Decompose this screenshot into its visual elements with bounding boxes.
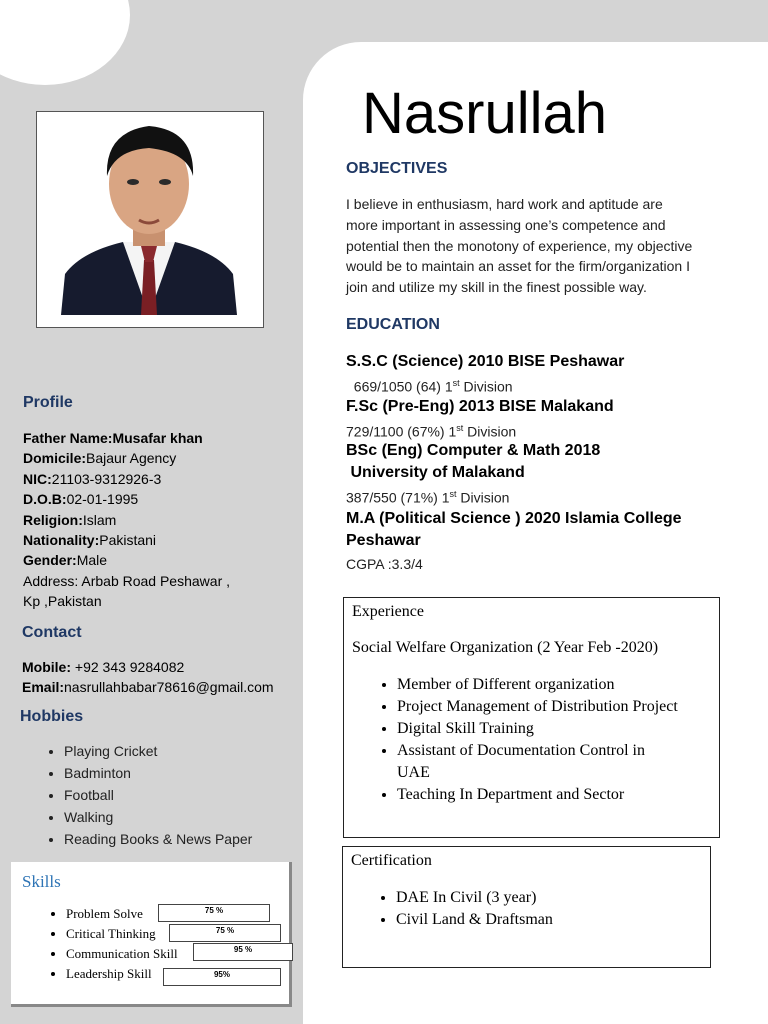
certification-box (342, 846, 711, 968)
education-item (346, 351, 756, 397)
certification-list (374, 887, 716, 931)
education-heading: EDUCATION (346, 316, 440, 333)
hobby-item: • Badminton (64, 762, 252, 784)
email-row: Email:nasrullahbabar78616@gmail.com (22, 679, 274, 696)
skill-item: • Communication Skill (66, 944, 178, 964)
objectives-line: I believe in enthusiasm, hard work and aptitude are (346, 196, 663, 212)
certification-item: • DAE In Civil (3 year) (396, 887, 716, 909)
experience-item: • Digital Skill Training (397, 718, 737, 740)
objectives-heading: OBJECTIVES (346, 160, 448, 177)
nationality-row: Nationality:Pakistani (23, 532, 157, 549)
experience-item: • Member of Different organization (397, 674, 737, 696)
skills-box (11, 862, 292, 1007)
email-link[interactable]: nasrullahbabar78616@gmail.com (64, 679, 274, 696)
objectives-text (346, 194, 726, 298)
education-item (346, 440, 756, 508)
father-name-row: Father Name:Musafar khan (23, 430, 203, 446)
skill-item: • Problem Solve (66, 904, 178, 924)
decorative-circle (0, 0, 130, 85)
profile-photo (61, 114, 237, 315)
religion-row: Religion:Islam (23, 511, 117, 528)
skill-level-bar: 75 % (169, 924, 281, 942)
education-item (346, 396, 756, 442)
education-title: S.S.C (Science) 2010 BISE Peshawar (346, 353, 625, 370)
experience-list (375, 674, 737, 806)
experience-org: Social Welfare Organization (2 Year Feb -2020) (352, 639, 659, 656)
hobby-item: • Football (64, 784, 252, 806)
experience-item: • Project Management of Distribution Project (397, 696, 737, 718)
hobbies-heading: Hobbies (20, 708, 84, 725)
objectives-line: join and utilize my skill in the finest possible way. (346, 279, 647, 296)
experience-item: • Teaching In Department and Sector (397, 784, 737, 806)
domicile-row: Domicile:Bajaur Agency (23, 450, 177, 467)
hobby-item: • Walking (64, 806, 252, 828)
hobby-item: • Reading Books & News Paper (64, 828, 252, 850)
skill-item: • Leadership Skill (66, 964, 178, 984)
contact-details (22, 657, 292, 698)
education-detail: 669/1050 (64) 1st Division (346, 378, 513, 395)
experience-heading: Experience (352, 603, 424, 620)
address-line: Kp ,Pakistan (23, 593, 102, 610)
education-title-cont: University of Malakand (346, 464, 525, 481)
certification-item: • Civil Land & Draftsman (396, 909, 716, 931)
profile-details (23, 428, 293, 612)
profile-heading: Profile (23, 394, 73, 411)
skill-level-bar: 95 % (193, 943, 293, 961)
gender-row: Gender:Male (23, 552, 108, 569)
skill-item: • Critical Thinking (66, 924, 178, 944)
education-item (346, 508, 756, 574)
skill-level-bar: 95% (163, 968, 281, 986)
objectives-line: more important in assessing one’s competence and (346, 216, 666, 233)
skills-heading: Skills (22, 872, 61, 891)
experience-item: • Assistant of Documentation Control in (397, 740, 737, 762)
hobbies-list (42, 740, 252, 850)
skill-level-bar: 75 % (158, 904, 270, 922)
objectives-line: potential then the monotony of experience, my objective (346, 237, 693, 254)
education-title: BSc (Eng) Computer & Math 2018 (346, 442, 601, 459)
mobile-row: Mobile: +92 343 9284082 (22, 659, 185, 675)
education-title: F.Sc (Pre-Eng) 2013 BISE Malakand (346, 398, 614, 415)
address-line: Address: Arbab Road Peshawar , (23, 572, 231, 589)
education-title-cont: Peshawar (346, 532, 421, 549)
contact-heading: Contact (22, 624, 82, 641)
dob-row: D.O.B:02-01-1995 (23, 491, 139, 508)
objectives-line: would be to maintain an asset for the firm/organization I (346, 258, 690, 275)
education-detail: 729/1100 (67%) 1st Division (346, 423, 517, 440)
education-detail: 387/550 (71%) 1st Division (346, 489, 510, 506)
experience-item-cont: UAE (397, 764, 430, 781)
certification-heading: Certification (351, 852, 432, 869)
nic-row: NIC:21103-9312926-3 (23, 470, 162, 487)
resume-name: Nasrullah (362, 81, 607, 146)
education-title: M.A (Political Science ) 2020 Islamia College (346, 510, 682, 527)
experience-box (343, 597, 720, 838)
profile-photo-frame (36, 111, 264, 328)
hobby-item: • Playing Cricket (64, 740, 252, 762)
education-detail: CGPA :3.3/4 (346, 556, 423, 572)
